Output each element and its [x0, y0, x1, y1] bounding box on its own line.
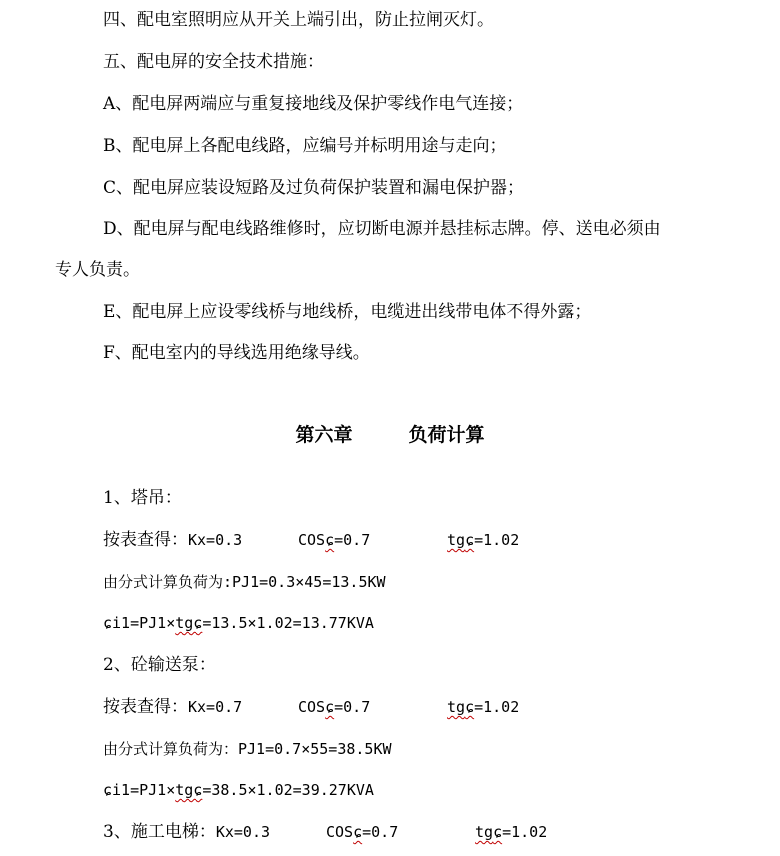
- kx-value: Kx=0.7: [188, 698, 243, 716]
- lookup-prefix: 按表查得：: [103, 530, 188, 550]
- item-1-formula-load: 由分式计算负荷为:PJ1=0.3×45=13.5KW: [103, 573, 386, 591]
- cos-label: COS: [298, 698, 326, 716]
- item-3-heading: 3、施工电梯：: [103, 822, 216, 842]
- cos-value: =0.7: [334, 698, 371, 716]
- chapter-number: 第六章: [295, 424, 353, 446]
- tg-value: =1.02: [474, 698, 520, 716]
- phi-symbol: ɕ: [103, 781, 113, 799]
- chapter-heading: [0, 422, 780, 448]
- paragraph-item-d: D、配电屏与配电线路维修时，应切断电源并悬挂标志牌。停、送电必须由: [103, 219, 661, 239]
- cos-value: =0.7: [362, 823, 399, 841]
- phi-symbol: ɕ: [103, 614, 113, 632]
- cos-symbol: ɕ: [325, 698, 335, 716]
- paragraph-item-f: F、配电室内的导线选用绝缘导线。: [103, 343, 370, 363]
- tg-label: tg: [475, 823, 494, 841]
- cos-label: COS: [326, 823, 354, 841]
- paragraph-lighting: 四、配电室照明应从开关上端引出，防止拉闸灭灯。: [103, 10, 494, 30]
- tg-symbol: ɕ: [493, 823, 503, 841]
- paragraph-item-c: C、配电屏应装设短路及过负荷保护装置和漏电保护器；: [103, 178, 525, 198]
- paragraph-item-e: E、配电屏上应设零线桥与地线桥，电缆进出线带电体不得外露；: [103, 302, 592, 322]
- item-2-heading: 2、砼输送泵：: [103, 655, 216, 675]
- tg-value: =1.02: [502, 823, 548, 841]
- kx-value: Kx=0.3: [215, 823, 271, 841]
- paragraph-safety-heading: 五、配电屏的安全技术措施：: [103, 52, 324, 72]
- tg-value: =1.02: [474, 531, 520, 549]
- paragraph-item-b: B、配电屏上各配电线路，应编号并标明用途与走向；: [103, 136, 507, 156]
- item-2-formula-load: 由分式计算负荷为：PJ1=0.7×55=38.5KW: [103, 740, 392, 758]
- item-1-heading: 1、塔吊：: [103, 488, 182, 508]
- lookup-prefix: 按表查得：: [103, 697, 188, 717]
- paragraph-item-a: A、配电屏两端应与重复接地线及保护零线作电气连接；: [103, 94, 524, 114]
- cos-symbol: ɕ: [325, 531, 335, 549]
- tg-label: tg: [447, 698, 466, 716]
- item-1-formula-apparent: ɕi1=PJ1×tgɕ=13.5×1.02=13.77KVA: [103, 614, 374, 632]
- tg-symbol: ɕ: [465, 531, 475, 549]
- tg-symbol: ɕ: [465, 698, 475, 716]
- chapter-title: 负荷计算: [408, 424, 485, 446]
- cos-value: =0.7: [334, 531, 371, 549]
- paragraph-item-d-continued: 专人负责。: [55, 260, 140, 280]
- cos-label: COS: [298, 531, 326, 549]
- tg-label: tg: [447, 531, 466, 549]
- kx-value: Kx=0.3: [188, 531, 243, 549]
- cos-symbol: ɕ: [353, 823, 363, 841]
- item-2-formula-apparent: ɕi1=PJ1×tgɕ=38.5×1.02=39.27KVA: [103, 781, 374, 799]
